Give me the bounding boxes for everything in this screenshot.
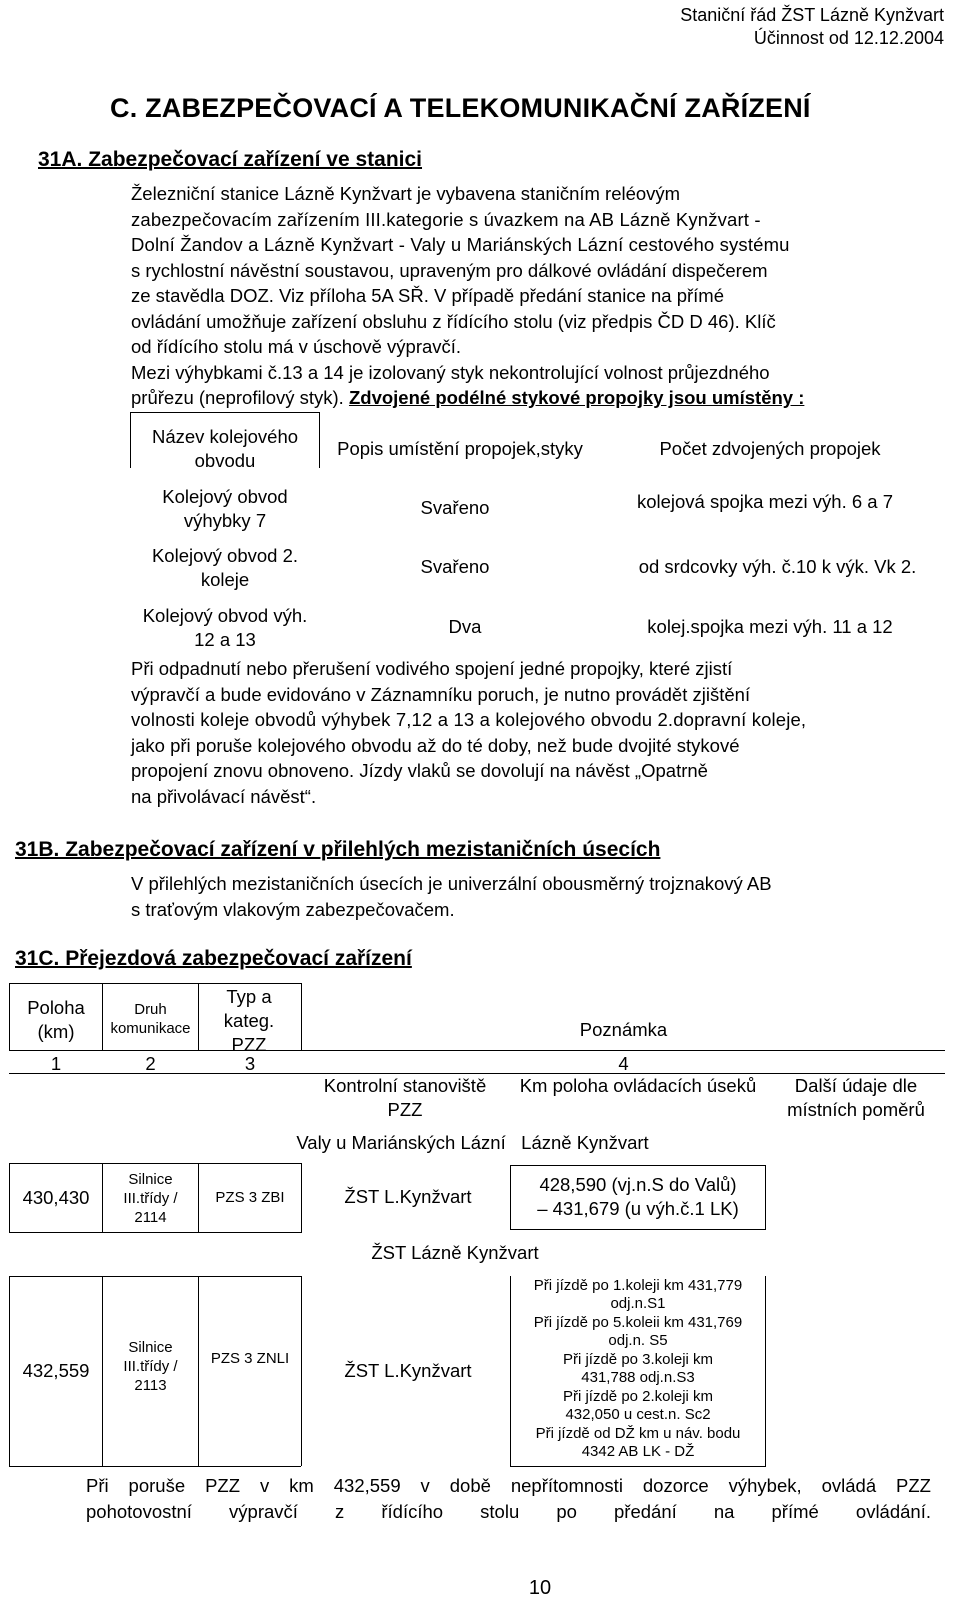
text-line: jako při poruše kolejového obvodu až do té doby, než bude dvojité stykové <box>131 734 740 756</box>
row1-km-a: 428,590 (vj.n.S do Valů) <box>539 1174 737 1195</box>
row2-druh: Silnice III.třídy / 2113 <box>123 1339 178 1394</box>
row2-typ: PZS 3 ZNLI <box>210 1350 290 1367</box>
text-line: V přilehlých mezistaničních úsecích je univerzální obousměrný trojznakový AB <box>131 873 772 894</box>
table-border <box>9 1466 301 1467</box>
header-poznamka: Poznámka <box>579 1019 668 1040</box>
row2-stanoviste: ŽST L.Kynžvart <box>344 1360 472 1381</box>
page-number: 10 <box>528 1577 552 1599</box>
header-cell: Název kolejového obvodu <box>151 426 299 472</box>
table-cell: Kolejový obvod výh. 12 a 13 <box>142 605 308 651</box>
table-border <box>301 1163 302 1232</box>
table-cell: Svařeno <box>420 497 490 518</box>
segment-label: ŽST Lázně Kynžvart <box>371 1242 539 1263</box>
table-border <box>510 1466 766 1467</box>
text-line: volnosti koleje obvodů výhybek 7,12 a 13 a kolejového obvodu 2.dopravní koleje, <box>131 709 807 731</box>
text-line: zabezpečovacím zařízením III.kategorie s úvazkem na AB Lázně Kynžvart - <box>131 208 761 230</box>
text-line: s rychlostní návěstní soustavou, upraveným pro dálkové ovládání dispečerem <box>131 259 768 281</box>
table-border <box>198 1276 199 1466</box>
section-31a-heading: 31A. Zabezpečovací zařízení ve stanici <box>38 148 423 171</box>
section-31b-paragraph <box>131 871 951 922</box>
detail-line: 432,050 u cest.n. Sc2 <box>565 1406 711 1424</box>
table-border <box>9 1163 302 1164</box>
section-31c-footer <box>86 1473 931 1524</box>
table-border <box>130 412 320 413</box>
text-line: Dolní Žandov a Lázně Kynžvart - Valy u Mariánských Lázní cestového systému <box>131 234 790 256</box>
detail-line: Při jízdě po 2.koleji km <box>562 1387 714 1405</box>
table-border <box>510 1165 766 1166</box>
table-border <box>102 1163 103 1232</box>
table-border <box>765 1165 766 1229</box>
text-line: ze stavědla DOZ. Viz příloha 5A SŘ. V případě předání stanice na přímé <box>131 285 725 307</box>
column-number: 2 <box>145 1053 156 1074</box>
row1-km <box>511 1173 765 1221</box>
text-line: propojení znovu obnoveno. Jízdy vlaků se dovolují na návěst „Opatrně <box>131 760 708 782</box>
column-number: 3 <box>244 1053 256 1074</box>
table-border <box>301 1276 302 1466</box>
row2-km-details <box>511 1277 765 1461</box>
text-line: s traťovým vlakovým zabezpečovačem. <box>131 898 455 920</box>
table-border <box>9 1276 301 1277</box>
detail-line: Při jízdě po 3.koleji km <box>562 1350 714 1368</box>
section-31a-paragraph-2 <box>131 656 951 809</box>
text-line: Při odpadnutí nebo přerušení vodivého spojení jedné propojky, které zjistí <box>131 658 733 679</box>
table-border <box>9 1050 945 1051</box>
detail-line: 4342 AB LK - DŽ <box>581 1442 695 1460</box>
text-line: Mezi výhybkami č.13 a 14 je izolovaný styk nekontrolující volnost průjezdného <box>131 361 770 383</box>
subheader-km-poloha: Km poloha ovládacích úseků <box>519 1075 757 1096</box>
column-number: 4 <box>618 1053 629 1074</box>
section-31c-heading: 31C. Přejezdová zabezpečovací zařízení <box>15 947 412 970</box>
table-cell: Kolejový obvod výhybky 7 <box>162 486 288 532</box>
text-line: od řídícího stolu má v úschově výpravčí. <box>131 336 462 358</box>
column-number: 1 <box>50 1053 62 1074</box>
detail-line: odj.n. S5 <box>608 1332 668 1350</box>
header-typ: Typ a kateg. PZZ <box>223 986 275 1056</box>
text-line: ovládání umožňuje zařízení obsluhu z řídícího stolu (viz předpis ČD D 46). Klíč <box>131 310 776 332</box>
propojky-note: Zdvojené podélné stykové propojky jsou umístěny : <box>348 387 805 409</box>
text-line: Při poruše PZZ v km 432,559 v době nepřítomnosti dozorce výhybek, ovládá PZZ <box>86 1475 931 1496</box>
table-border <box>9 1232 302 1233</box>
table-cell: kolejová spojka mezi výh. 6 a 7 <box>636 491 894 512</box>
detail-line: Při jízdě po 1.koleji km 431,779 <box>533 1277 743 1294</box>
header-cell: Počet zdvojených propojek <box>659 438 881 459</box>
table-border <box>9 983 302 984</box>
text-span: průřezu (neprofilový styk). <box>131 387 349 409</box>
text-line: na přivolávací návěst“. <box>131 785 317 807</box>
header-cell: Popis umístění propojek,styky <box>337 438 583 459</box>
subheader-dalsi-udaje: Další údaje dle místních poměrů <box>787 1075 925 1121</box>
table-border <box>198 983 199 1050</box>
header-title: Staniční řád ŽST Lázně Kynžvart <box>680 5 944 25</box>
table-cell: Kolejový obvod 2. koleje <box>151 545 299 591</box>
segment-label: Valy u Mariánských Lázní Lázně Kynžvart <box>296 1132 649 1153</box>
row1-druh: Silnice III.třídy / 2114 <box>123 1171 178 1226</box>
section-31b-heading: 31B. Zabezpečovací zařízení v přilehlých mezistaničních úsecích <box>15 838 661 861</box>
section-31a-paragraph <box>131 181 951 411</box>
header-druh: Druh komunikace <box>110 1001 191 1037</box>
detail-line: Při jízdě po 5.koleii km 431,769 <box>533 1313 743 1331</box>
header-poloha: Poloha (km) <box>27 997 85 1043</box>
document-header <box>680 4 944 51</box>
detail-line: odj.n.S1 <box>610 1295 666 1313</box>
table-border <box>765 1276 766 1466</box>
text-line <box>131 385 951 411</box>
row1-stanoviste: ŽST L.Kynžvart <box>344 1186 472 1207</box>
detail-line: Při jízdě od DŽ km u náv. bodu <box>535 1424 741 1442</box>
detail-line: 431,788 odj.n.S3 <box>581 1369 695 1387</box>
table-cell: kolej.spojka mezi výh. 11 a 12 <box>647 616 893 637</box>
chapter-title: C. ZABEZPEČOVACÍ A TELEKOMUNIKAČNÍ ZAŘÍZENÍ <box>110 93 811 123</box>
header-validity: Účinnost od 12.12.2004 <box>753 28 944 49</box>
text-line: Železniční stanice Lázně Kynžvart je vybavena staničním reléovým <box>131 183 681 204</box>
row1-poloha: 430,430 <box>22 1187 90 1208</box>
table-border <box>510 1229 766 1230</box>
table-cell: Svařeno <box>420 556 490 577</box>
table-cell: od srdcovky výh. č.10 k výk. Vk 2. <box>638 556 917 577</box>
text-line: pohotovostní výpravčí z řídícího stolu po předání na přímé ovládání. <box>86 1500 931 1522</box>
table-border <box>102 1276 103 1466</box>
subheader-stanoviste: Kontrolní stanoviště PZZ <box>323 1075 487 1121</box>
row1-km-b: – 431,679 (u výh.č.1 LK) <box>537 1198 739 1220</box>
text-line: výpravčí a bude evidováno v Záznamníku poruch, je nutno provádět zjištění <box>131 683 751 705</box>
row2-poloha: 432,559 <box>22 1360 90 1381</box>
table-cell: Dva <box>448 616 482 637</box>
row1-typ: PZS 3 ZBI <box>215 1189 285 1206</box>
